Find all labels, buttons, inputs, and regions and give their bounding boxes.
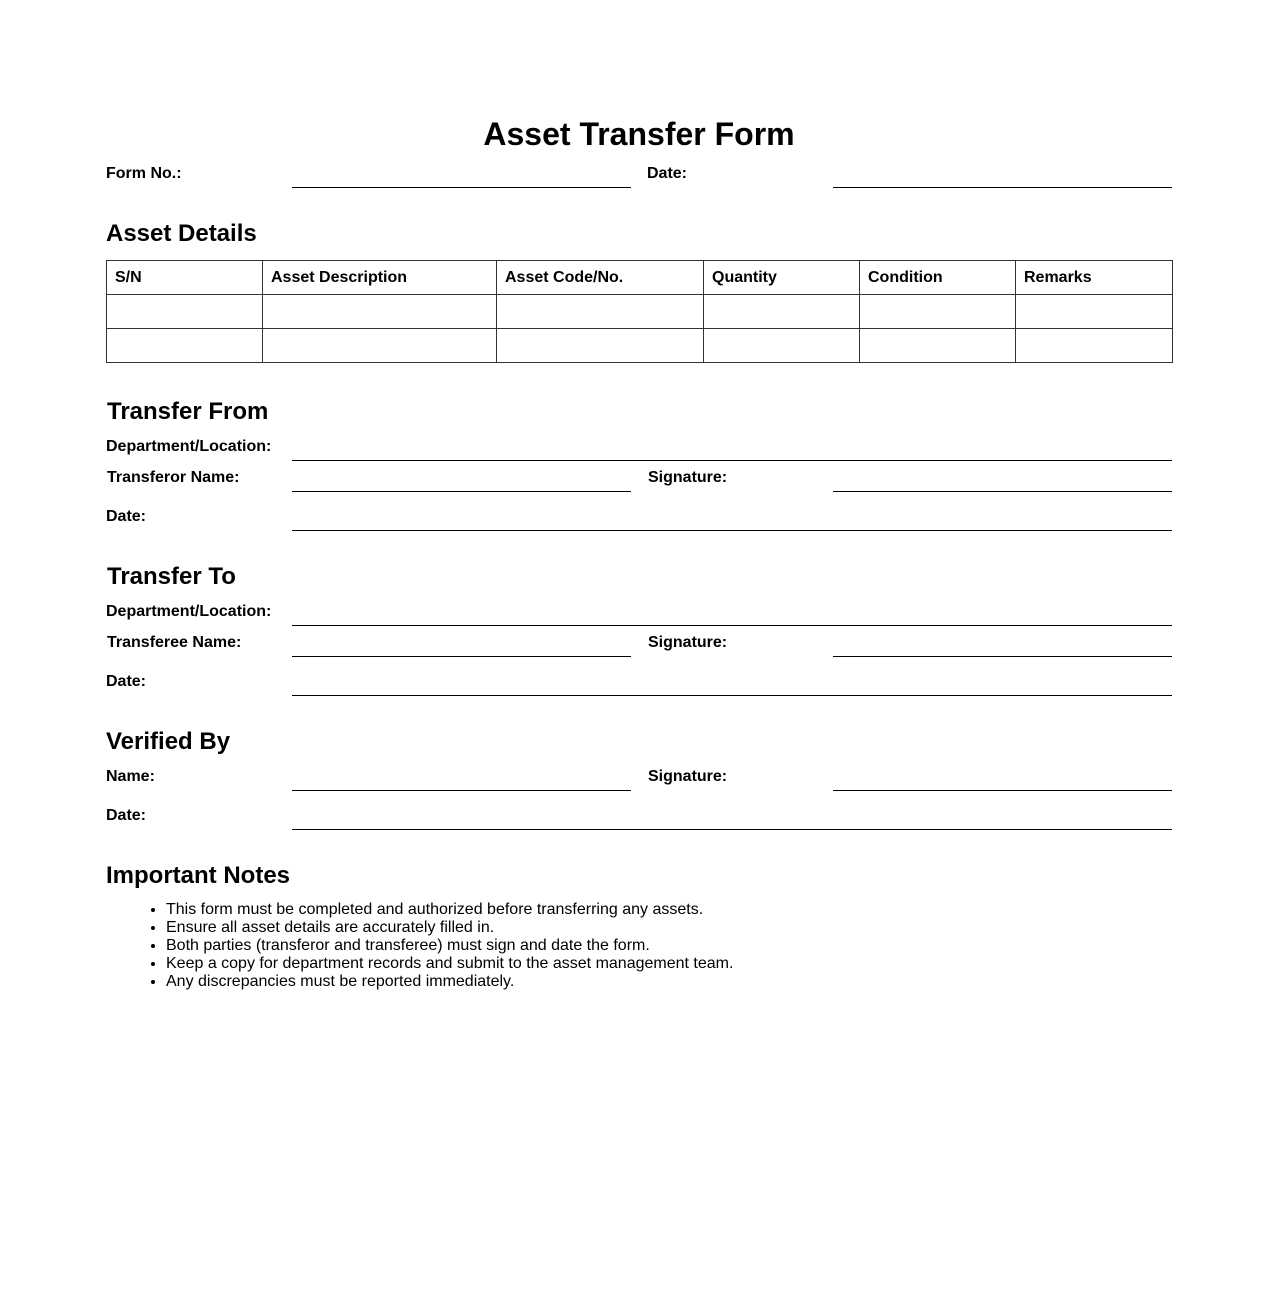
asset-details-heading: Asset Details xyxy=(106,220,257,247)
table-row xyxy=(107,295,1173,329)
transfer-from-department-field[interactable] xyxy=(292,460,1172,461)
list-item: • Both parties (transferor and transferee) must sign and date the form. xyxy=(166,937,733,955)
column-header-asset-description: Asset Description xyxy=(263,261,497,295)
list-item: • This form must be completed and authorized before transferring any assets. xyxy=(166,901,733,919)
transfer-to-heading: Transfer To xyxy=(107,563,236,590)
verified-by-heading: Verified By xyxy=(106,728,231,755)
column-header-remarks: Remarks xyxy=(1016,261,1173,295)
transfer-to-department-label: Department/Location: xyxy=(106,603,272,620)
important-notes-list xyxy=(106,901,733,991)
table-cell[interactable] xyxy=(107,329,263,363)
column-header-quantity: Quantity xyxy=(704,261,860,295)
transfer-to-department-field[interactable] xyxy=(292,625,1172,626)
transferee-name-label: Transferee Name: xyxy=(107,634,242,651)
list-item: • Keep a copy for department records and submit to the asset management team. xyxy=(166,955,733,973)
transferee-name-field[interactable] xyxy=(292,656,631,657)
transferee-signature-field[interactable] xyxy=(833,656,1172,657)
verifier-name-label: Name: xyxy=(106,768,155,785)
header-date-field[interactable] xyxy=(833,187,1172,188)
transfer-from-date-field[interactable] xyxy=(292,530,1172,531)
table-cell[interactable] xyxy=(860,295,1016,329)
table-cell[interactable] xyxy=(263,329,497,363)
transferor-name-field[interactable] xyxy=(292,491,631,492)
table-cell[interactable] xyxy=(497,329,704,363)
list-item: • Ensure all asset details are accurately filled in. xyxy=(166,919,733,937)
header-date-label: Date: xyxy=(647,165,688,182)
list-item: • Any discrepancies must be reported immediately. xyxy=(166,973,733,991)
verifier-signature-field[interactable] xyxy=(833,790,1172,791)
verified-by-date-field[interactable] xyxy=(292,829,1172,830)
table-cell[interactable] xyxy=(107,295,263,329)
transfer-to-date-field[interactable] xyxy=(292,695,1172,696)
table-cell[interactable] xyxy=(860,329,1016,363)
transferor-signature-label: Signature: xyxy=(648,469,728,486)
verifier-name-field[interactable] xyxy=(292,790,631,791)
important-notes-heading: Important Notes xyxy=(106,862,291,889)
verified-by-date-label: Date: xyxy=(106,807,147,824)
page-title: Asset Transfer Form xyxy=(483,116,795,152)
column-header-sn: S/N xyxy=(107,261,263,295)
transfer-from-date-label: Date: xyxy=(106,508,147,525)
table-cell[interactable] xyxy=(704,295,860,329)
transferor-name-label: Transferor Name: xyxy=(107,469,240,486)
table-cell[interactable] xyxy=(263,295,497,329)
table-cell[interactable] xyxy=(1016,329,1173,363)
form-no-field[interactable] xyxy=(292,187,631,188)
table-row xyxy=(107,329,1173,363)
transfer-to-date-label: Date: xyxy=(106,673,147,690)
transfer-from-heading: Transfer From xyxy=(107,398,269,425)
verifier-signature-label: Signature: xyxy=(648,768,728,785)
table-cell[interactable] xyxy=(1016,295,1173,329)
transferor-signature-field[interactable] xyxy=(833,491,1172,492)
table-cell[interactable] xyxy=(497,295,704,329)
transferee-signature-label: Signature: xyxy=(648,634,728,651)
transfer-from-department-label: Department/Location: xyxy=(106,438,272,455)
asset-details-table xyxy=(106,260,1173,363)
column-header-condition: Condition xyxy=(860,261,1016,295)
form-no-label: Form No.: xyxy=(106,165,182,182)
column-header-asset-code: Asset Code/No. xyxy=(497,261,704,295)
table-cell[interactable] xyxy=(704,329,860,363)
table-header-row xyxy=(107,261,1173,295)
